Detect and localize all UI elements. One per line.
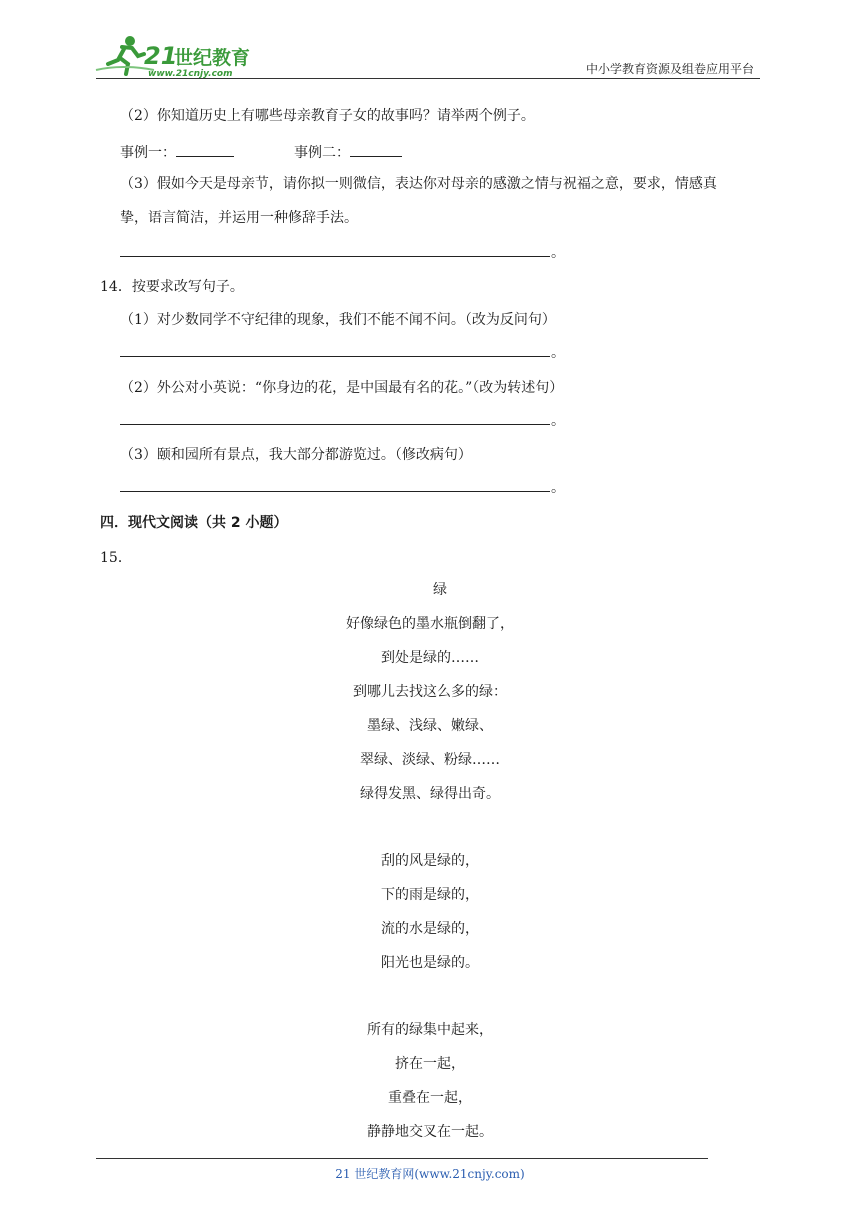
q14-part1-text: （1）对少数同学不守纪律的现象，我们不能不闻不问。（改为反问句） <box>120 312 556 328</box>
header-divider <box>96 78 760 79</box>
q13-part2-text: （2）你知道历史上有哪些母亲教育子女的故事吗？请举两个例子。 <box>120 108 535 124</box>
svg-text:www.21cnjy.com: www.21cnjy.com <box>148 69 233 78</box>
q14-part3-text: （3）颐和园所有景点，我大部分都游览过。（修改病句） <box>120 447 472 463</box>
q14-part3-answer-line[interactable] <box>120 491 550 492</box>
poem-title: 绿 <box>433 582 447 598</box>
example1-label: 事例一： <box>120 145 176 161</box>
q13-answer-period: 。 <box>551 245 565 261</box>
poem-line: 阳光也是绿的。 <box>381 955 479 971</box>
svg-text:世纪教育: 世纪教育 <box>174 47 251 69</box>
q14-part2-text: （2）外公对小英说：“你身边的花，是中国最有名的花。”（改为转述句） <box>120 380 564 396</box>
q13-answer-line[interactable] <box>120 256 550 257</box>
poem-line: 下的雨是绿的， <box>381 887 479 903</box>
poem-line: 墨绿、浅绿、嫩绿、 <box>367 718 493 734</box>
q13-example1 <box>120 142 234 163</box>
q14-part3-period: 。 <box>551 480 565 496</box>
q14-stem: 14．按要求改写句子。 <box>100 279 244 295</box>
q14-part2-answer-line[interactable] <box>120 424 550 425</box>
poem-line: 重叠在一起， <box>388 1090 472 1106</box>
poem-line: 挤在一起， <box>395 1056 465 1072</box>
poem-line: 刮的风是绿的， <box>381 853 479 869</box>
poem-line: 好像绿色的墨水瓶倒翻了， <box>346 616 514 632</box>
poem-line: 到哪儿去找这么多的绿： <box>353 684 507 700</box>
svg-text:21: 21 <box>144 42 178 70</box>
example2-blank[interactable] <box>350 142 402 157</box>
example1-blank[interactable] <box>176 142 234 157</box>
example2-label: 事例二： <box>294 145 350 161</box>
q14-part1-period: 。 <box>551 345 565 361</box>
footer-link[interactable]: 21 世纪教育网(www.21cnjy.com) <box>335 1167 525 1181</box>
poem-line: 静静地交叉在一起。 <box>367 1124 493 1140</box>
q13-part3-line2: 挚，语言简洁，并运用一种修辞手法。 <box>120 210 358 226</box>
q13-example2 <box>294 142 402 163</box>
q15-number: 15． <box>100 550 132 566</box>
poem-line: 到处是绿的…… <box>381 650 479 666</box>
q13-part3-line1: （3）假如今天是母亲节，请你拟一则微信，表达你对母亲的感激之情与祝福之意，要求，情感真 <box>120 176 717 192</box>
poem-line: 翠绿、淡绿、粉绿…… <box>360 752 500 768</box>
poem-line: 流的水是绿的， <box>381 921 479 937</box>
runner-logo-icon <box>92 34 262 78</box>
poem-line: 绿得发黑、绿得出奇。 <box>360 786 500 802</box>
q14-part2-period: 。 <box>551 413 565 429</box>
footer-divider <box>96 1158 708 1159</box>
header-platform-text: 中小学教育资源及组卷应用平台 <box>585 62 754 76</box>
poem-line: 所有的绿集中起来， <box>367 1022 493 1038</box>
site-logo <box>92 34 262 78</box>
section-heading: 四．现代文阅读（共 2 小题） <box>100 515 288 531</box>
q14-part1-answer-line[interactable] <box>120 356 550 357</box>
